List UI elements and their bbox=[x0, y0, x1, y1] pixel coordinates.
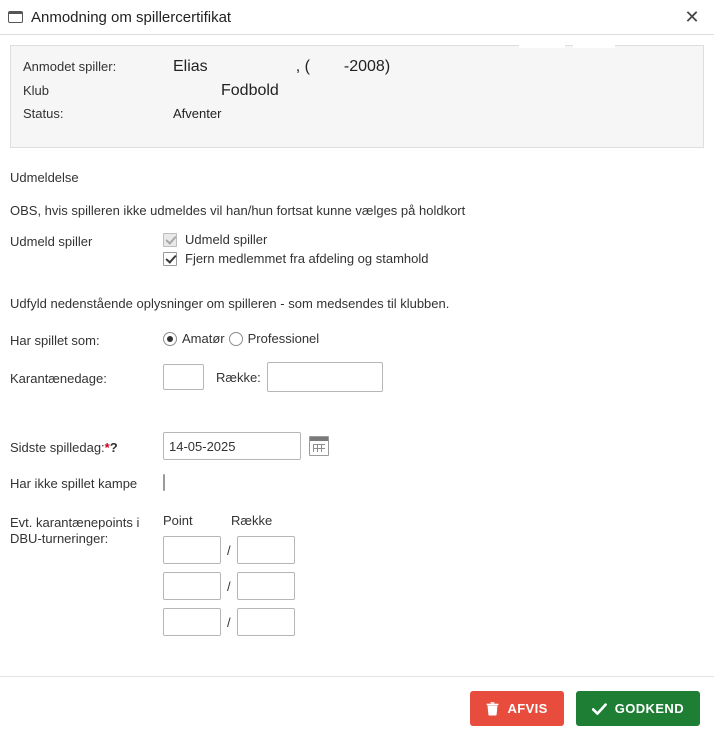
dialog-titlebar bbox=[0, 0, 714, 35]
points-point-input-3[interactable] bbox=[163, 608, 221, 636]
info-label-status: Status: bbox=[23, 106, 64, 121]
help-icon[interactable]: ? bbox=[109, 439, 118, 455]
checkbox-no-matches[interactable] bbox=[163, 474, 165, 491]
radio-amateur[interactable] bbox=[163, 332, 177, 346]
checkbox-label-fjern-medlem: Fjern medlemmet fra afdeling og stamhold bbox=[185, 251, 429, 266]
points-headers bbox=[163, 513, 704, 528]
checkbox-label-udmeld-spiller: Udmeld spiller bbox=[185, 232, 268, 247]
dialog-title: Anmodning om spillercertifikat bbox=[31, 8, 232, 26]
info-value-player bbox=[173, 58, 390, 76]
points-point-input-2[interactable] bbox=[163, 572, 221, 600]
checkbox-udmeld-spiller bbox=[163, 233, 177, 247]
last-match-inputs bbox=[163, 432, 704, 460]
panel-gap-a bbox=[519, 36, 565, 48]
withdrawal-section-title: Udmeldelse bbox=[10, 170, 79, 185]
player-paren-open: , ( bbox=[295, 58, 310, 75]
played-as-row bbox=[10, 331, 704, 348]
approve-button[interactable] bbox=[576, 691, 700, 726]
points-row-input-3[interactable] bbox=[237, 608, 295, 636]
player-birth-year: -2008) bbox=[343, 58, 391, 75]
player-info-panel bbox=[10, 45, 704, 148]
points-section bbox=[10, 513, 704, 636]
points-row-input-1[interactable] bbox=[237, 536, 295, 564]
checkbox-row-fjern-medlem[interactable] bbox=[163, 251, 704, 266]
panel-gap-b bbox=[573, 36, 615, 48]
info-row-club bbox=[23, 82, 691, 100]
info-row-player bbox=[23, 58, 691, 76]
points-header-point: Point bbox=[163, 513, 193, 528]
reject-button-label: AFVIS bbox=[507, 701, 548, 716]
dialog-body bbox=[0, 35, 714, 676]
points-header-row: Række bbox=[231, 513, 273, 528]
info-value-club: Fodbold bbox=[221, 82, 279, 99]
withdrawal-warning: OBS, hvis spilleren ikke udmeldes vil han/hun fortsat kunne vælges på holdkort bbox=[10, 203, 466, 218]
reject-button[interactable] bbox=[470, 691, 563, 726]
withdrawal-checkbox-group bbox=[163, 232, 704, 266]
withdrawal-field-label: Udmeld spiller bbox=[10, 234, 93, 249]
no-matches-checkbox-wrap bbox=[163, 475, 704, 490]
details-intro: Udfyld nedenstående oplysninger om spilleren - som medsendes til klubben. bbox=[10, 296, 450, 311]
window-icon bbox=[8, 11, 23, 23]
withdrawal-field-row bbox=[10, 232, 704, 266]
checkbox-row-udmeld-spiller[interactable] bbox=[163, 232, 704, 247]
player-first-name: Elias bbox=[173, 58, 208, 75]
radio-professional[interactable] bbox=[229, 332, 243, 346]
points-row-2 bbox=[163, 572, 704, 600]
checkbox-fjern-medlem[interactable] bbox=[163, 252, 177, 266]
last-match-label bbox=[10, 438, 163, 455]
played-as-options bbox=[163, 331, 704, 346]
points-separator-2: / bbox=[227, 578, 231, 594]
no-matches-row bbox=[10, 474, 704, 491]
quarantine-row-input[interactable] bbox=[267, 362, 383, 392]
calendar-icon[interactable] bbox=[309, 436, 329, 456]
info-row-status bbox=[23, 106, 691, 121]
no-matches-label: Har ikke spillet kampe bbox=[10, 476, 138, 491]
quarantine-days-input[interactable] bbox=[163, 364, 204, 390]
points-separator-3: / bbox=[227, 614, 231, 630]
trash-icon bbox=[486, 702, 499, 716]
points-row-3 bbox=[163, 608, 704, 636]
quarantine-inputs bbox=[163, 362, 704, 392]
approve-button-label: GODKEND bbox=[614, 701, 684, 716]
points-label-line2: DBU-turneringer: bbox=[10, 531, 109, 546]
radio-label-amateur: Amatør bbox=[182, 331, 225, 346]
last-match-date-input[interactable] bbox=[163, 432, 301, 460]
points-label bbox=[10, 513, 163, 547]
quarantine-row-label: Række: bbox=[216, 369, 261, 385]
close-icon[interactable]: ✕ bbox=[680, 5, 704, 29]
points-row-input-2[interactable] bbox=[237, 572, 295, 600]
points-separator-1: / bbox=[227, 542, 231, 558]
info-label-player: Anmodet spiller: bbox=[23, 59, 117, 74]
points-point-input-1[interactable] bbox=[163, 536, 221, 564]
check-icon bbox=[592, 702, 607, 716]
points-table bbox=[163, 513, 704, 636]
last-match-row bbox=[10, 432, 704, 460]
radio-label-professional: Professionel bbox=[247, 331, 320, 346]
last-match-label-text: Sidste spilledag: bbox=[10, 439, 105, 455]
info-label-club: Klub bbox=[23, 83, 50, 98]
info-value-status: Afventer bbox=[173, 106, 222, 121]
quarantine-label: Karantænedage: bbox=[10, 370, 107, 386]
points-row-1 bbox=[163, 536, 704, 564]
quarantine-row bbox=[10, 362, 704, 392]
played-as-label: Har spillet som: bbox=[10, 333, 100, 348]
dialog-footer bbox=[0, 676, 714, 742]
required-marker: * bbox=[104, 439, 110, 455]
points-label-line1: Evt. karantænepoints i bbox=[10, 515, 140, 530]
